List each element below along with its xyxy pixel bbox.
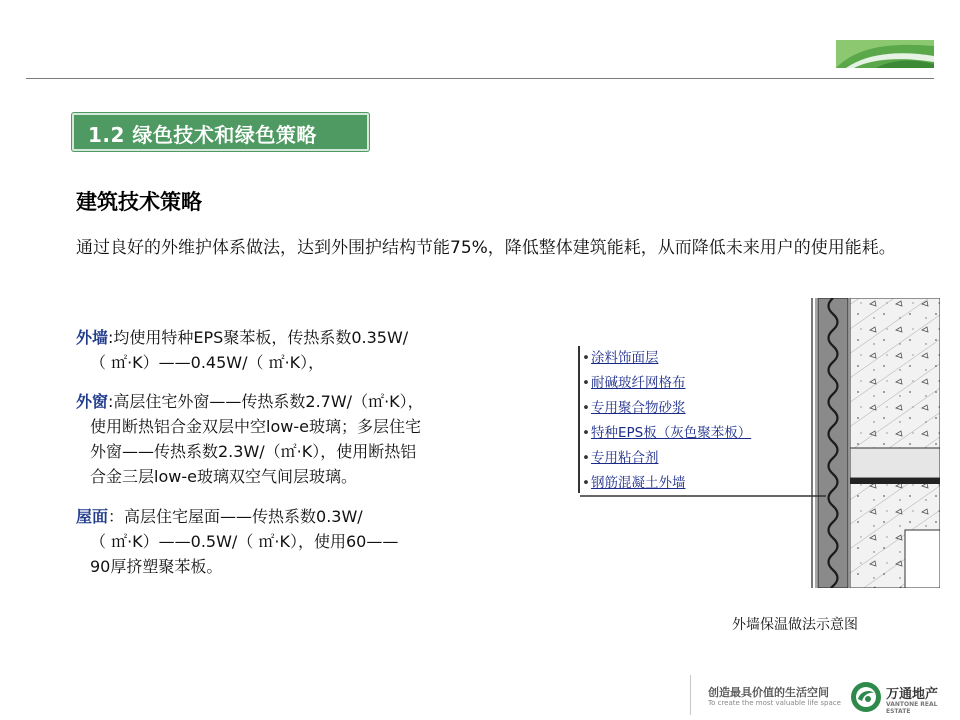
diagram-caption: 外墙保温做法示意图: [732, 617, 858, 633]
vantone-logo-icon: [850, 681, 882, 713]
spec-window-line4: 合金三层low-e玻璃双空气间层玻璃。: [90, 467, 357, 486]
green-leaf-banner-logo: [836, 40, 934, 68]
legend-item: •涂料饰面层: [582, 350, 659, 366]
spec-window: [76, 389, 424, 489]
spec-window-line2: 使用断热铝合金双层中空low-e玻璃；多层住宅: [90, 417, 421, 436]
spec-roof-line3: 90厚挤塑聚苯板。: [90, 557, 223, 576]
intro-paragraph: 通过良好的外维护体系做法，达到外围护结构节能75%，降低整体建筑能耗，从而降低未来用户的使用能耗。: [76, 238, 896, 258]
spec-window-line3: 外窗——传热系数2.3W/（㎡·K），使用断热铝: [90, 442, 417, 461]
footer-slogan-en: To create the most valuable life space: [708, 699, 841, 707]
spec-roof: [76, 504, 398, 579]
header-divider: [26, 78, 934, 79]
spec-window-term: 外窗: [76, 392, 109, 411]
section-heading-tag: [72, 113, 369, 151]
page-subtitle: 建筑技术策略: [76, 190, 202, 214]
spec-wall-line1: :均使用特种EPS聚苯板，传热系数0.35W/: [108, 328, 409, 347]
spec-roof-term: 屋面: [76, 507, 109, 526]
spec-roof-line1: ：高层住宅屋面——传热系数0.3W/: [108, 507, 363, 526]
wall-insulation-diagram: [580, 298, 940, 588]
spec-roof-line2: （ ㎡·K）——0.5W/（ ㎡·K），使用60——: [90, 532, 399, 551]
legend-item: •钢筋混凝土外墙: [582, 475, 686, 491]
legend-item: •专用粘合剂: [582, 450, 659, 466]
footer-divider: [690, 675, 691, 715]
section-heading-text: 1.2 绿色技术和绿色策略: [88, 123, 317, 147]
legend-item: •特种EPS板（灰色聚苯板）: [582, 425, 752, 441]
spec-wall-line2: （ ㎡·K）——0.45W/（ ㎡·K），: [90, 353, 325, 372]
footer-brand-en: VANTONE REAL ESTATE: [886, 701, 938, 715]
spec-wall: [76, 325, 408, 375]
spec-wall-term: 外墙: [76, 328, 109, 347]
legend-item: •耐碱玻纤网格布: [582, 375, 686, 391]
legend-item: •专用聚合物砂浆: [582, 400, 686, 416]
spec-window-line1: :高层住宅外窗——传热系数2.7W/（㎡·K），: [108, 392, 424, 411]
footer-slogan-cn: 创造最具价值的生活空间: [708, 686, 829, 699]
legend-bracket: [578, 346, 580, 493]
footer-brand-cn: 万通地产: [886, 687, 939, 702]
